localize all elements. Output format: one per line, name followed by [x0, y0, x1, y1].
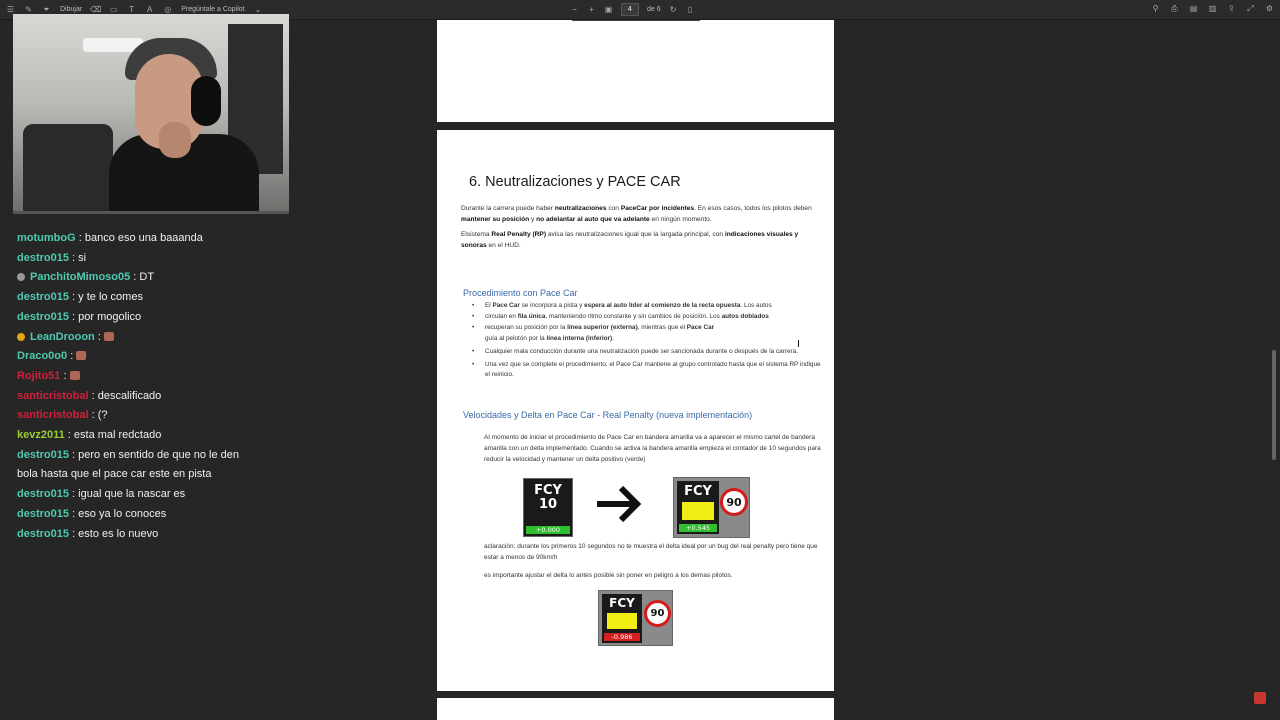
- chat-username[interactable]: motumboG: [17, 232, 76, 244]
- chat-text: banco eso una baaanda: [84, 232, 203, 244]
- chat-message: [17, 446, 247, 485]
- fcy-countdown-graphic: FCY 10 +0.000: [523, 478, 573, 537]
- chat-username[interactable]: santicristobal: [17, 409, 89, 422]
- chat-text: DT: [139, 271, 155, 284]
- chat-text: esta mal redctado: [73, 429, 162, 442]
- chat-separator: :: [88, 389, 98, 402]
- chat-separator: :: [75, 232, 85, 244]
- chevron-down-icon[interactable]: ⌄: [254, 5, 262, 14]
- chat-text: eso ya lo conoces: [78, 507, 167, 520]
- chat-separator: :: [68, 251, 79, 264]
- eraser-icon[interactable]: ⌫: [90, 5, 102, 14]
- chat-username[interactable]: LeanDrooon: [30, 330, 95, 343]
- menu-icon[interactable]: ☰: [6, 5, 15, 14]
- page-number-input[interactable]: 4: [621, 3, 639, 16]
- chat-text: igual que la nascar es: [78, 488, 186, 501]
- chat-username[interactable]: kevz2011: [17, 429, 65, 442]
- chat-text: y te lo comes: [78, 291, 143, 304]
- subsection-title-delta: Velocidades y Delta en Pace Car - Real Penalty (nueva implementación): [463, 410, 753, 420]
- chat-text: si: [78, 251, 87, 264]
- chat-message: [17, 229, 247, 249]
- list-item: • El Pace Car se incorpora a pista y espera al auto líder al comienzo de la recta opuesta. Los autos: [471, 301, 821, 312]
- chat-username[interactable]: destro015: [17, 310, 69, 323]
- chat-separator: :: [64, 429, 74, 442]
- chat-message: [17, 288, 247, 308]
- chat-message: [17, 308, 247, 328]
- emote-icon: [104, 332, 114, 341]
- share-icon[interactable]: ⇪: [1228, 4, 1235, 13]
- chat-message: [17, 347, 247, 367]
- chat-text: por mogolico: [78, 310, 142, 323]
- chat-separator: :: [94, 330, 104, 343]
- pdf-page: [437, 130, 834, 691]
- expand-icon[interactable]: ⤢: [1247, 3, 1254, 13]
- text-cursor-icon: I: [797, 339, 800, 350]
- chat-username[interactable]: Draco0o0: [17, 350, 68, 363]
- pdf-page-next: [437, 698, 834, 720]
- webcam-feed: [13, 14, 289, 214]
- save-icon[interactable]: ▤: [1189, 4, 1198, 13]
- zoom-in-icon[interactable]: +: [589, 5, 594, 14]
- chat-username[interactable]: destro015: [17, 488, 69, 501]
- intro-paragraph-2: Elsistema Real Penalty (RP) avisa las neutralizaciones igual que la largada principal, con indicaciones visuales y sonoras en el HUD.: [461, 231, 799, 250]
- copilot-icon[interactable]: ◎: [164, 5, 172, 14]
- intro-paragraph-1: Durante la carrera puede haber neutralizaciones con PaceCar por incidentes. En esos casos, todos los pilotos deben mantener su posición y no adelantar al auto que va adelante en ningún momento.: [461, 205, 812, 224]
- gear-icon[interactable]: ⚙: [1265, 4, 1274, 13]
- delta-paragraph-2: es importante ajustar el delta lo antes posible sin poner en peligro a los demas pilotos.: [484, 572, 733, 579]
- vertical-scrollbar[interactable]: [1272, 350, 1276, 460]
- list-item: • recuperan su posición por la línea superior (externa), mientras que el Pace Car: [471, 323, 821, 334]
- chat-message: [17, 328, 247, 348]
- list-item: • Una vez que se complete el procedimiento, el Pace Car mantiene al grupo controlado hasta que el sistema RP indique el reinicio.: [471, 360, 821, 382]
- rotate-icon[interactable]: ↻: [669, 5, 677, 14]
- page-view-icon[interactable]: ▯: [687, 5, 693, 14]
- chat-separator: :: [68, 507, 79, 520]
- speed-limit-sign: 90: [720, 488, 748, 516]
- chat-message: [17, 367, 247, 387]
- chat-message: [17, 426, 247, 446]
- fcy-negative-graphic: FCY -0.986 90: [598, 590, 673, 646]
- list-item: guía al pelotón por la línea interna (inferior).: [485, 334, 614, 342]
- chat-text: esto es lo nuevo: [78, 527, 159, 540]
- chat-separator: :: [68, 448, 79, 461]
- list-item: • circulan en fila única, manteniendo ritmo constante y sin cambios de posición. Los autos doblados: [471, 312, 821, 323]
- chat-separator: :: [68, 488, 79, 501]
- chat-separator: :: [88, 409, 98, 422]
- stream-chat: [17, 229, 247, 544]
- chat-message: [17, 268, 247, 288]
- chat-message: [17, 485, 247, 505]
- chat-message: [17, 525, 247, 545]
- chat-separator: :: [60, 369, 70, 382]
- pdf-page-previous: [437, 20, 834, 122]
- fcy-yellow-graphic: FCY +0.545 90: [673, 477, 750, 538]
- chat-separator: :: [68, 310, 79, 323]
- section-heading: 6. Neutralizaciones y PACE CAR: [469, 174, 681, 190]
- delta-note: aclaración: durante los primeros 10 segundos no te muestra el delta ideal por un bug del real penalty pero tiene que estar a menos de 90km/h: [484, 543, 818, 562]
- filter-icon[interactable]: ⏷: [43, 4, 50, 14]
- chat-separator: :: [67, 350, 77, 363]
- chat-separator: :: [68, 527, 79, 540]
- chat-username[interactable]: destro015: [17, 251, 69, 264]
- chat-separator: :: [130, 271, 140, 284]
- draw-button[interactable]: Dibujar: [60, 6, 83, 13]
- user-badge-icon: [17, 273, 25, 281]
- chat-username[interactable]: destro015: [17, 507, 69, 520]
- chat-username[interactable]: PanchitoMimoso05: [30, 271, 131, 284]
- chat-username[interactable]: Rojito51: [17, 369, 61, 382]
- chat-message: [17, 249, 247, 269]
- emote-icon: [70, 371, 80, 380]
- page-count: de 6: [647, 6, 661, 13]
- arrow-right-icon: [595, 482, 643, 526]
- chat-message: [17, 387, 247, 407]
- print-icon[interactable]: ⎙: [1171, 3, 1178, 13]
- user-badge-icon: [17, 333, 25, 341]
- chat-message: [17, 406, 247, 426]
- search-icon[interactable]: ⚲: [1152, 4, 1159, 13]
- fit-page-icon[interactable]: ▣: [604, 5, 613, 14]
- chat-message: [17, 505, 247, 525]
- subsection-title-procedure: Procedimiento con Pace Car: [463, 288, 578, 298]
- chat-text: pero en sentido de que no le den bola hasta que el pace car este en pista: [17, 448, 240, 481]
- speed-limit-sign: 90: [644, 600, 671, 627]
- acrobat-icon[interactable]: [1254, 692, 1266, 704]
- chat-username[interactable]: santicristobal: [17, 389, 89, 402]
- list-item: • Cualquier mala conducción durante una neutralización puede ser sancionada durante o después de la carrera.: [471, 347, 821, 358]
- chat-username[interactable]: destro015: [17, 448, 69, 461]
- emote-icon: [76, 351, 86, 360]
- delta-paragraph-1: Al momento de iniciar el procedimiento de Pace Car en bandera amarilla va a aparecer el mismo cartel de bandera amarilla con un delta implementado. Cuando se activa la bandera amarilla empieza el contador de 10 segundos para reducir la velocidad y mantener un delta positivo (verde): [484, 434, 821, 464]
- save-as-icon[interactable]: ▥: [1208, 4, 1217, 13]
- translate-icon[interactable]: A: [147, 5, 153, 14]
- chat-separator: :: [68, 291, 79, 304]
- highlight-icon[interactable]: ✎: [25, 5, 32, 14]
- text-icon[interactable]: T: [129, 5, 135, 14]
- zoom-out-icon[interactable]: −: [572, 5, 577, 14]
- chat-username[interactable]: destro015: [17, 291, 69, 304]
- chat-username[interactable]: destro015: [17, 527, 69, 540]
- procedure-list: [471, 301, 821, 381]
- chat-text: descalificado: [97, 389, 162, 402]
- layout-icon[interactable]: ▭: [109, 5, 118, 14]
- chat-text: (?: [97, 409, 108, 422]
- copilot-button[interactable]: Pregúntale a Copilot: [181, 6, 245, 13]
